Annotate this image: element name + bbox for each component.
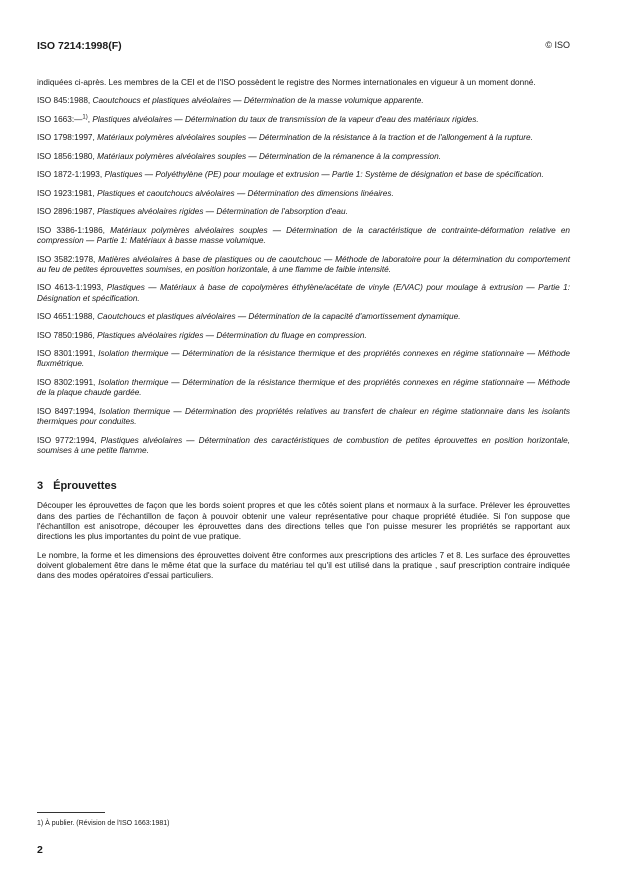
reference-entry bbox=[37, 207, 570, 217]
footnote-divider bbox=[37, 812, 105, 813]
normative-references-list bbox=[37, 96, 570, 456]
section-body bbox=[37, 501, 570, 581]
reference-entry bbox=[37, 152, 570, 162]
reference-title: Plastiques alvéolaires rigides — Détermination de l'absorption d'eau. bbox=[97, 207, 348, 217]
copyright-notice: © ISO bbox=[545, 40, 570, 50]
section-paragraph: Le nombre, la forme et les dimensions des éprouvettes doivent être conformes aux prescriptions des articles 7 et 8. Les surface des éprouvettes doivent globalement être dans le même état que la surface du matériau tel qu'il est utilisé dans la pratique , sauf prescription contraire indiquée dans des modes opératoires d'essai particuliers. bbox=[37, 550, 570, 581]
reference-title: Matériaux polymères alvéolaires souples — Détermination de la caractéristique de contrainte-déformation relative en compression — Partie 1: Matériaux à basse masse volumique. bbox=[37, 225, 570, 246]
reference-title: Isolation thermique — Détermination des propriétés relatives au transfert de chaleur en régime stationnaire dans les isolants thermiques pour conduites. bbox=[37, 406, 571, 427]
reference-entry bbox=[37, 378, 570, 399]
section-number: 3 bbox=[37, 480, 44, 493]
reference-number: ISO 9772:1994, bbox=[37, 435, 97, 445]
reference-title: Isolation thermique — Détermination de la résistance thermique et des propriétés connexes en régime stationnaire — Méthode de la plaque chaude gardée. bbox=[37, 377, 571, 398]
reference-entry bbox=[37, 283, 570, 304]
footnote: 1) À publier. (Révision de l'ISO 1663:1981) bbox=[37, 820, 170, 827]
reference-number: ISO 8301:1991, bbox=[37, 349, 96, 359]
reference-entry bbox=[37, 407, 570, 428]
page-content bbox=[37, 78, 570, 590]
reference-number: ISO 1923:1981, bbox=[37, 188, 95, 198]
section-paragraph: Découper les éprouvettes de façon que les bords soient propres et que les côtés soient plans et normaux à la surface. Prélever les éprouvettes dans des parties de l'échantillon de façon à pouvoir obtenir une valeur représentative pour chaque propriété étudiée. Si l'on suppose que l'échantillon est anisotrope, découper les éprouvettes dans des directions telles que l'on puisse mesurer les propriétés se rapportant aux directions les plus importantes du point de vue pratique. bbox=[37, 501, 570, 542]
reference-number: ISO 1798:1997, bbox=[37, 133, 95, 143]
reference-entry bbox=[37, 312, 570, 322]
reference-number: ISO 1856:1980, bbox=[37, 151, 95, 161]
reference-title: Isolation thermique — Détermination de la résistance thermique et des propriétés connexes en régime stationnaire — Méthode fluxmétrique. bbox=[37, 349, 571, 369]
reference-number: ISO 845:1988, bbox=[37, 96, 91, 106]
reference-entry bbox=[37, 189, 570, 199]
reference-number: ISO 7850:1986, bbox=[37, 330, 95, 340]
page-header bbox=[37, 40, 570, 54]
reference-number: ISO 1872-1:1993, bbox=[37, 170, 103, 180]
document-id: ISO 7214:1998(F) bbox=[37, 40, 122, 52]
reference-title: Plastiques alvéolaires rigides — Détermination du fluage en compression. bbox=[97, 330, 367, 340]
reference-entry bbox=[37, 96, 570, 106]
reference-title: Matières alvéolaires à base de plastiques ou de caoutchouc — Méthode de laboratoire pour la détermination du comportement au feu de petites éprouvettes soumises, en position horizontale, à une flamme de faible intensité. bbox=[37, 254, 571, 274]
section-heading bbox=[37, 481, 570, 491]
reference-entry bbox=[37, 226, 570, 247]
reference-number: ISO 8497:1994, bbox=[37, 406, 96, 416]
reference-entry bbox=[37, 255, 570, 276]
reference-number: ISO 4651:1988, bbox=[37, 312, 95, 322]
reference-number: ISO 4613-1:1993, bbox=[37, 283, 104, 293]
reference-entry bbox=[37, 133, 570, 143]
reference-number: ISO 2896:1987, bbox=[37, 207, 95, 217]
reference-entry: ISO 1663:—$^{1)}$, Plastiques alvéolaires — Détermination du taux de transmission de la vapeur d'eau des matériaux rigides. bbox=[37, 114, 479, 124]
reference-title: Matériaux polymères alvéolaires souples — Détermination de la rémanence à la compression. bbox=[97, 151, 442, 161]
reference-number: ISO 3386-1:1986, bbox=[37, 225, 105, 235]
reference-entry bbox=[37, 331, 570, 341]
reference-title: Plastiques et caoutchoucs alvéolaires — Détermination des dimensions linéaires. bbox=[97, 188, 394, 198]
reference-entry bbox=[37, 349, 570, 370]
reference-title: Plastiques alvéolaires — Détermination des caractéristiques de combustion de petites éprouvettes en position horizontale, soumises à une petite flamme. bbox=[37, 435, 570, 455]
reference-title: Caoutchoucs et plastiques alvéolaires — Détermination de la capacité d'amortissement dynamique. bbox=[97, 312, 461, 322]
page-number: 2 bbox=[37, 844, 43, 856]
footnote-marker: 1) bbox=[82, 114, 88, 121]
reference-title: Caoutchoucs et plastiques alvéolaires — Détermination de la masse volumique apparente. bbox=[92, 96, 424, 106]
reference-number: ISO 8302:1991, bbox=[37, 377, 96, 387]
intro-paragraph: indiquées ci-après. Les membres de la CEI et de l'ISO possèdent le registre des Normes internationales en vigueur à un moment donné. bbox=[37, 78, 536, 87]
reference-title: Plastiques — Polyéthylène (PE) pour moulage et extrusion — Partie 1: Système de désignation et base de spécification. bbox=[104, 170, 544, 180]
reference-title: Plastiques alvéolaires — Détermination du taux de transmission de la vapeur d'eau des matériaux rigides. bbox=[92, 114, 479, 124]
reference-entry bbox=[37, 170, 570, 180]
reference-entry bbox=[37, 436, 570, 457]
section-title: Éprouvettes bbox=[53, 480, 117, 493]
reference-title: Plastiques — Matériaux à base de copolymères éthylène/acétate de vinyle (E/VAC) pour moulage à extrusion — Partie 1: Désignation et spécification. bbox=[37, 283, 570, 303]
reference-number: ISO 3582:1978, bbox=[37, 254, 96, 264]
reference-title: Matériaux polymères alvéolaires souples — Détermination de la résistance à la traction et de l'allongement à la rupture. bbox=[97, 133, 533, 143]
reference-number: ISO 1663:— bbox=[37, 114, 83, 124]
